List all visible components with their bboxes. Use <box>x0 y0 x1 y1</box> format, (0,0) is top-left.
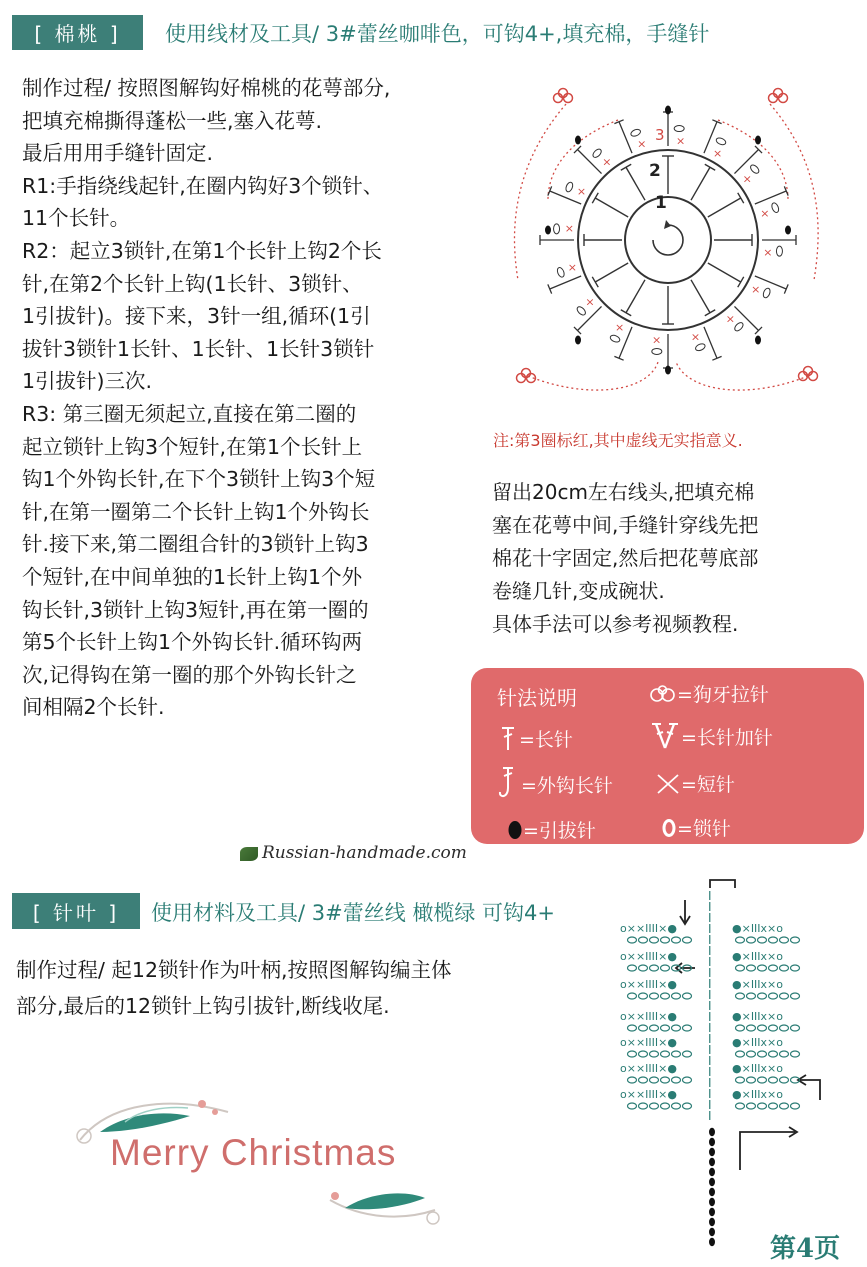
text-line: 部分,最后的12锁针上钩引拔针,断线收尾. <box>16 994 390 1018</box>
text-line: 把填充棉撕得蓬松一些,塞入花萼. <box>22 108 323 133</box>
svg-text:I: I <box>708 1032 712 1046</box>
text-line: 留出20cm左右线头,把填充棉 <box>492 480 755 504</box>
svg-text:●×IIIx×o: ●×IIIx×o <box>732 950 784 963</box>
legend-chain <box>661 814 731 841</box>
svg-text:o××IIII×●: o××IIII×● <box>620 978 677 991</box>
legend-sc-label: =短针 <box>681 774 735 796</box>
text-line: 具体手法可以参考视频教程. <box>492 612 739 636</box>
svg-text:×: × <box>725 312 735 326</box>
svg-text:o××IIII×●: o××IIII×● <box>620 950 677 963</box>
text-line: 棉花十字固定,然后把花萼底部 <box>492 546 759 570</box>
dc-increase-icon <box>649 720 681 752</box>
legend-slip-stitch-label: =引拔针 <box>523 820 596 842</box>
round-2-label: 2 <box>649 161 661 181</box>
text-line: 起立锁针上钩3个短针,在第1个长针上 <box>22 434 363 459</box>
slip-stitch-icon <box>507 819 523 841</box>
svg-text:×: × <box>760 207 770 221</box>
svg-text:I: I <box>708 988 712 1002</box>
text-line: 卷缝几针,变成碗状. <box>492 579 665 603</box>
svg-text:I: I <box>708 1076 712 1090</box>
cotton-boll-crochet-diagram <box>508 80 826 400</box>
text-line: R3: 第三圈无须起立,直接在第二圈的 <box>22 401 357 426</box>
needle-leaf-crochet-diagram <box>610 870 835 1255</box>
legend-slip-stitch <box>507 816 596 843</box>
single-crochet-icon <box>655 772 681 796</box>
legend-dc-increase <box>649 720 773 752</box>
svg-text:×: × <box>564 222 574 236</box>
leaf-ornament-bottom-icon <box>325 1180 445 1230</box>
text-line: 拔针3锁针1长针、1长针、1长针3锁针 <box>22 336 375 361</box>
svg-text:×: × <box>602 155 612 169</box>
svg-text:I: I <box>708 889 712 903</box>
svg-text:I: I <box>708 944 712 958</box>
text-line: 最后用用手缝针固定. <box>22 141 214 166</box>
svg-text:o××IIII×●: o××IIII×● <box>620 1062 677 1075</box>
svg-text:I: I <box>708 1065 712 1079</box>
text-line: 针.接下来,第二圈组合针的3锁针上钩3 <box>22 532 369 557</box>
svg-text:×: × <box>763 245 773 259</box>
legend-sc <box>655 770 735 797</box>
double-crochet-icon <box>497 724 519 752</box>
svg-text:●×IIIx×o: ●×IIIx×o <box>732 978 784 991</box>
svg-text:×: × <box>713 146 723 160</box>
section-tag-cotton-boll: [ 棉桃 ] <box>12 15 143 50</box>
svg-text:●×IIIx×o: ●×IIIx×o <box>732 1036 784 1049</box>
text-line: 针,在第一圈第二个长针上钩1个外钩长 <box>22 499 370 524</box>
svg-text:×: × <box>675 134 686 148</box>
front-post-dc-icon <box>497 764 521 804</box>
round-1-label: 1 <box>655 193 667 213</box>
text-line: R1:手指绕线起针,在圈内钩好3个锁针、 <box>22 173 384 198</box>
svg-text:I: I <box>708 1098 712 1112</box>
svg-text:I: I <box>708 933 712 947</box>
svg-text:o××IIII×●: o××IIII×● <box>620 1036 677 1049</box>
materials-line-cotton-boll: 使用线材及工具/ 3#蕾丝咖啡色，可钩4+,填充棉，手缝针 <box>165 22 710 46</box>
svg-text:I: I <box>708 1010 712 1024</box>
svg-text:I: I <box>708 1021 712 1035</box>
svg-text:I: I <box>708 1087 712 1101</box>
diagram-note: 注:第3圈标红,其中虚线无实指意义. <box>493 431 743 450</box>
svg-text:●×IIIx×o: ●×IIIx×o <box>732 1062 784 1075</box>
text-line: 钩长针,3锁针上钩3短针,再在第一圈的 <box>22 597 369 622</box>
svg-text:×: × <box>637 137 647 151</box>
svg-text:I: I <box>708 911 712 925</box>
legend-picot-label: =狗牙拉针 <box>677 684 769 706</box>
stitch-legend <box>471 668 864 844</box>
text-line: 第5个长针上钩1个外钩长针.循环钩两 <box>22 630 363 655</box>
svg-text:I: I <box>708 1043 712 1057</box>
svg-text:×: × <box>576 184 587 198</box>
text-line: 个短针,在中间单独的1长针上钩1个外 <box>22 564 363 589</box>
text-line: 塞在花萼中间,手缝针穿线先把 <box>492 513 759 537</box>
legend-dc-increase-label: =长针加针 <box>681 726 773 749</box>
page-number: 第4页 <box>770 1234 841 1264</box>
text-line: 1引拔针)。接下来，3针一组,循环(1引 <box>22 304 371 329</box>
svg-text:●×IIIx×o: ●×IIIx×o <box>732 1010 784 1023</box>
text-line: 制作过程/ 按照图解钩好棉桃的花萼部分, <box>22 76 391 100</box>
merry-christmas-text: Merry Christmas <box>110 1132 397 1173</box>
instructions-cotton-boll <box>22 72 390 724</box>
svg-text:●×IIIx×o: ●×IIIx×o <box>732 1088 784 1101</box>
svg-text:o××IIII×●: o××IIII×● <box>620 1088 677 1101</box>
text-line: 间相隔2个长针. <box>22 695 165 720</box>
text-line: 1引拔针)三次. <box>22 369 153 394</box>
picot-icon <box>649 683 677 705</box>
svg-text:×: × <box>652 333 662 347</box>
legend-fpdc-label: =外钩长针 <box>521 774 613 797</box>
instructions-needle-leaf <box>16 952 452 1024</box>
text-line: 11个长针。 <box>22 206 131 231</box>
svg-text:I: I <box>708 966 712 980</box>
svg-text:×: × <box>690 330 701 344</box>
text-line: 制作过程/ 起12锁针作为叶柄,按照图解钩编主体 <box>16 958 452 982</box>
svg-text:o××IIII×●: o××IIII×● <box>620 1010 677 1023</box>
legend-picot <box>649 680 769 707</box>
legend-dc <box>497 724 573 752</box>
materials-line-needle-leaf: 使用材料及工具/ 3#蕾丝线 橄榄绿 可钩4+ <box>151 901 556 925</box>
text-line: R2：起立3锁针,在第1个长针上钩2个长 <box>22 238 382 263</box>
legend-dc-label: =长针 <box>519 728 573 751</box>
section-tag-needle-leaf: [ 针叶 ] <box>12 893 140 929</box>
svg-text:I: I <box>708 922 712 936</box>
round-3-label: 3 <box>655 126 665 144</box>
svg-text:I: I <box>708 955 712 969</box>
svg-text:o××IIII×●: o××IIII×● <box>620 922 677 935</box>
legend-title: 针法说明 <box>497 686 577 710</box>
svg-text:×: × <box>742 172 752 186</box>
text-line: 次,记得钩在第一圈的那个外钩长针之 <box>22 662 357 687</box>
svg-text:×: × <box>567 260 577 274</box>
svg-text:I: I <box>708 1109 712 1123</box>
svg-text:I: I <box>708 999 712 1013</box>
svg-text:×: × <box>614 321 625 335</box>
text-line: 钩1个外钩长针,在下个3锁针上钩3个短 <box>22 467 376 492</box>
watermark: Russian-handmade.com <box>240 843 467 863</box>
text-line: 针,在第2个长针上钩(1长针、3锁针、 <box>22 271 363 296</box>
legend-fpdc <box>497 764 613 804</box>
leaf-logo-icon <box>240 847 258 861</box>
chain-stitch-icon <box>661 817 677 839</box>
svg-text:I: I <box>708 977 712 991</box>
svg-text:×: × <box>585 295 595 309</box>
finishing-instructions <box>492 476 758 641</box>
svg-text:●×IIIx×o: ●×IIIx×o <box>732 922 784 935</box>
svg-text:I: I <box>708 1054 712 1068</box>
svg-text:×: × <box>751 283 761 297</box>
svg-text:I: I <box>708 900 712 914</box>
legend-chain-label: =锁针 <box>677 818 731 840</box>
